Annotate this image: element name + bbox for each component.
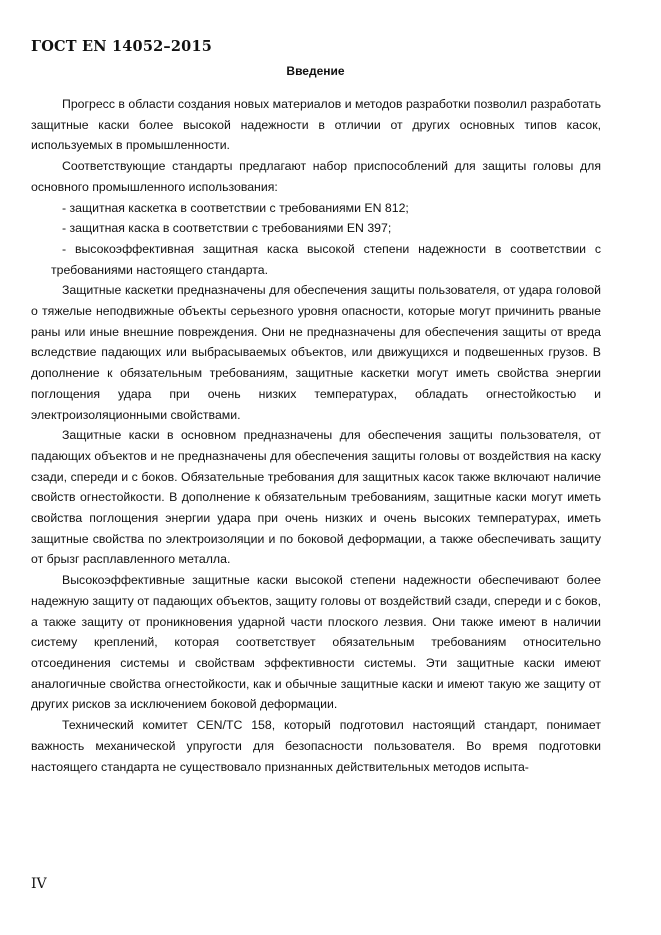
body-text — [31, 94, 601, 777]
paragraph-safety-helmets: Защитные каски в основном предназначены для обеспечения защиты пользователя, от падающих объектов и не предназначены для обеспечения защиты головы от воздействия на каску сзади, спереди и с боков. Обязательные требования для защитных касок также включают наличие свойств огнестойкости. В дополнение к обязательным требованиям, защитные каски могут иметь свойства поглощения энергии удара при очень низких и очень высоких температурах, иметь защитные свойства по электроизоляции и по боковой деформации, а также обеспечивать защиту от брызг расплавленного металла. — [31, 428, 601, 567]
paragraph-high-performance-helmets: Высокоэффективные защитные каски высокой степени надежности обеспечивают более надежную защиту от падающих объектов, защиту головы от воздействий сзади, спереди и с боков, а также защиту от проникновения ударной части плоского лезвия. Они также имеют в наличии систему креплений, которая соответствует обязательным требованиям относительно отсоединения системы и свойствам эффективности системы. Эти защитные каски имеют аналогичные свойства огнестойкости, как и обычные защитные каски и имеют такую же защиту от других рисков за исключением боковой деформации. — [31, 573, 601, 712]
paragraph-standards: Соответствующие стандарты предлагают набор приспособлений для защиты головы для основного промышленного использования: — [31, 159, 601, 194]
paragraph-bump-caps: Защитные каскетки предназначены для обеспечения защиты пользователя, от удара головой о тяжелые неподвижные объекты серьезного уровня опасности, которые могут причинить рваные раны или иные внешние повреждения. Они не предназначены для обеспечения защиты от вреда вследствие падающих или выбрасываемых объектов, или движущихся и подвешенных грузов. В дополнение к обязательным требованиям, защитные каскетки могут иметь свойства энергии поглощения удара при очень низких температурах, обладать огнестойкостью и электроизоляционными свойствами. — [31, 283, 601, 422]
paragraph-intro: Прогресс в области создания новых материалов и методов разработки позволил разработать защитные каски более высокой надежности в отличии от других основных типов касок, используемых в промышленности. — [31, 97, 601, 153]
list-item-high-performance-helmet: - высокоэффективная защитная каска высокой степени надежности в соответствии с требованиями настоящего стандарта. — [51, 241, 601, 277]
standard-code-header: ГОСТ EN 14052–2015 — [31, 38, 213, 55]
page-number: IV — [31, 876, 47, 892]
list-item-bump-cap: - защитная каскетка в соответствии с требованиями EN 812; — [62, 200, 409, 215]
section-title: Введение — [286, 64, 345, 78]
paragraph-technical-committee: Технический комитет CEN/TC 158, который подготовил настоящий стандарт, понимает важность механической упругости для безопасности пользователя. Во время подготовки настоящего стандарта не существовало признанных действительных методов испыта- — [31, 718, 601, 774]
list-item-safety-helmet: - защитная каска в соответствии с требованиями EN 397; — [62, 221, 392, 236]
